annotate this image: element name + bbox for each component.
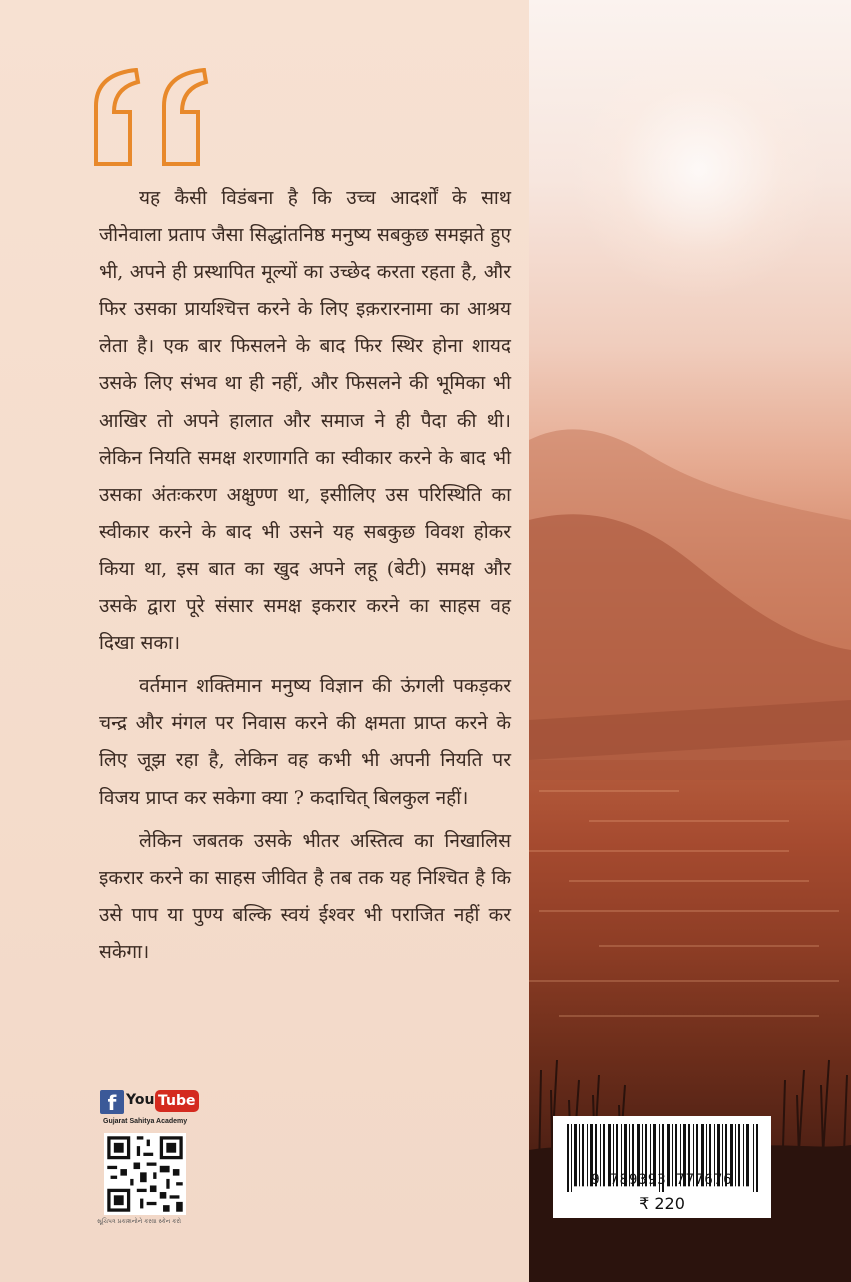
youtube-you-text: You (126, 1092, 155, 1108)
blurb-paragraph-1: यह कैसी विडंबना है कि उच्च आदर्शों के साथ जीनेवाला प्रताप जैसा सिद्धांतनिष्ठ मनुष्य सबकुछ समझते हुए भी, अपने ही प्रस्थापित मूल्यों का उच्छेद करता रहता है, और फिर उसका प्रायश्चित्त करने के लिए इक़रारनामा का आश्रय लेता है। एक बार फिसलने के बाद फिर स्थिर होना शायद उसके लिए संभव था ही नहीं, और फिसलने की भूमिका भी आखिर तो अपने हालात और समाज ने ही पैदा की थी। लेकिन नियति समक्ष शरणागति का स्वीकार करने के बाद भी उसका अंतःकरण अक्षुण्ण था, इसीलिए उस परिस्थिति का स्वीकार करने के बाद भी उसने यह सबकुछ विवश होकर किया था, इस बात का खुद अपने लहू (बेटी) समक्ष और उसके द्वारा पूरे संसार समक्ष इकरार करने का साहस वह दिखा सका। (99, 187, 511, 655)
isbn-number: 9 789393 777676 (591, 1172, 733, 1188)
sunset-lake-photo (529, 0, 851, 1282)
landscape-illustration (529, 0, 851, 1282)
youtube-tube-badge: Tube (155, 1090, 199, 1112)
qr-caption: સૂચિપત્ર પ્રકાશનોને કરવા સ્કેન કરો (97, 1218, 181, 1225)
price-label: ₹ 220 (639, 1194, 685, 1213)
blurb-paragraph-2: वर्तमान शक्तिमान मनुष्य विज्ञान की ऊंगली पकड़कर चन्द्र और मंगल पर निवास करने की क्षमता प्राप्त करने के लिए जूझ रहा है, लेकिन वह कभी भी अपनी नियति पर विजय प्राप्त कर सकेगा क्या ? कदाचित् बिलकुल नहीं। (99, 675, 511, 809)
barcode-box (553, 1116, 771, 1218)
quote-mark-icon (92, 68, 222, 168)
blurb-paragraph-3: लेकिन जबतक उसके भीतर अस्तित्व का निखालिस इकरार करने का साहस जीवित है तब तक यह निश्चित है कि उसे पाप या पुण्य बल्कि स्वयं ईश्वर भी पराजित नहीं कर सकेगा। (99, 829, 511, 963)
academy-name: Gujarat Sahitya Academy (103, 1118, 188, 1125)
qr-code-icon (104, 1133, 186, 1215)
blurb-text (99, 180, 511, 977)
facebook-icon: f (100, 1090, 124, 1114)
